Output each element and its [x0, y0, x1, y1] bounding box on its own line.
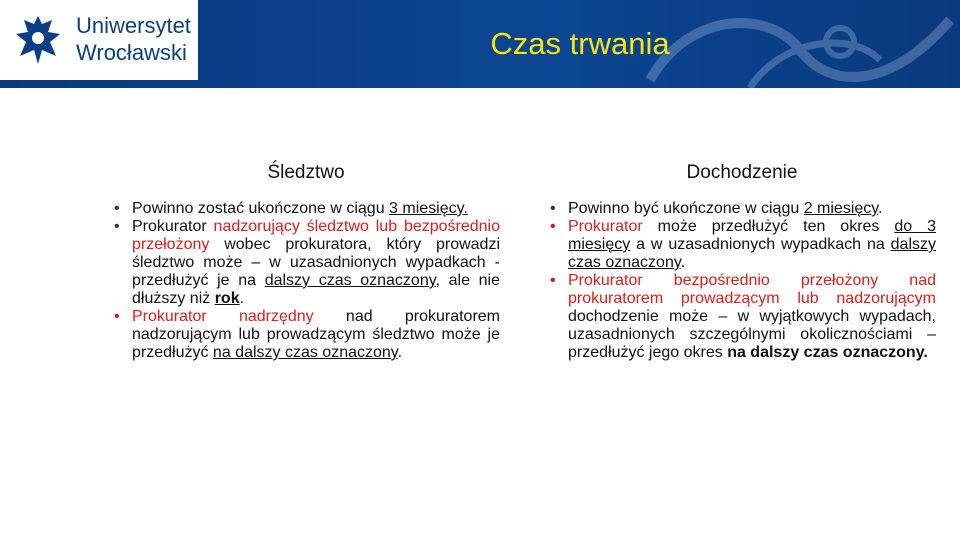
text: nadzorujący śledztwo lub bezpośrednio przełożony [132, 218, 501, 253]
text: Powinno być ukończone w ciągu [568, 200, 804, 217]
text: a w uzasadnionych wypadkach na [630, 236, 891, 253]
text: Prokurator [568, 218, 643, 235]
text: nad prokuratorem nadzorującym lub prowadzącym śledztwo może je przedłużyć [132, 308, 501, 361]
text: dochodzenie może – w wyjątkowych wypadach, uzasadnionych szczególnymi okolicznościami – przedłużyć jego okres [568, 308, 936, 361]
text: Powinno zostać ukończone w ciągu [132, 200, 390, 217]
column-heading: Dochodzenie [686, 162, 798, 183]
text: wobec prokuratora, który prowadzi śledztwo może – w uzasadnionych wypadkach - przedłużyć je na [132, 236, 500, 289]
list-item [548, 200, 936, 218]
text: rok [214, 290, 240, 307]
text: na dalszy czas oznaczony [212, 344, 398, 361]
list-item [112, 200, 500, 218]
text: Prokurator nadrzędny [132, 308, 314, 325]
bullet-list [548, 200, 936, 362]
bullet-list [112, 200, 500, 362]
text: Prokurator bezpośrednio przełożony nad prokuratorem prowadzącym lub nadzorującym [568, 272, 936, 307]
text: , ale nie dłuższy niż [132, 272, 500, 307]
text: 3 miesięcy. [389, 200, 468, 217]
text: 2 miesięcy [803, 200, 879, 217]
text: na dalszy czas oznaczony. [727, 344, 928, 361]
text: może przedłużyć ten okres [642, 218, 895, 235]
text: . [680, 254, 686, 271]
text: dalszy czas oznaczony [264, 272, 436, 289]
slide-title: Czas trwania [490, 26, 670, 61]
logo-line-1: Uniwersytet [76, 13, 191, 38]
list-item [548, 218, 936, 272]
text: Prokurator [132, 218, 214, 235]
logo-line-2: Wrocławski [76, 40, 187, 65]
column-heading: Śledztwo [267, 162, 345, 183]
text: do 3 miesięcy [568, 218, 936, 253]
slide-header [0, 0, 960, 88]
eagle-emblem-icon [12, 12, 64, 68]
slide-content [0, 88, 960, 540]
text: . [878, 200, 883, 217]
list-item [112, 308, 500, 362]
university-logo [0, 0, 198, 80]
text: . [239, 290, 245, 307]
list-item [548, 272, 936, 362]
university-name [76, 12, 191, 66]
text: . [397, 344, 403, 361]
list-item [112, 218, 500, 308]
text: dalszy czas oznaczony [568, 236, 936, 271]
